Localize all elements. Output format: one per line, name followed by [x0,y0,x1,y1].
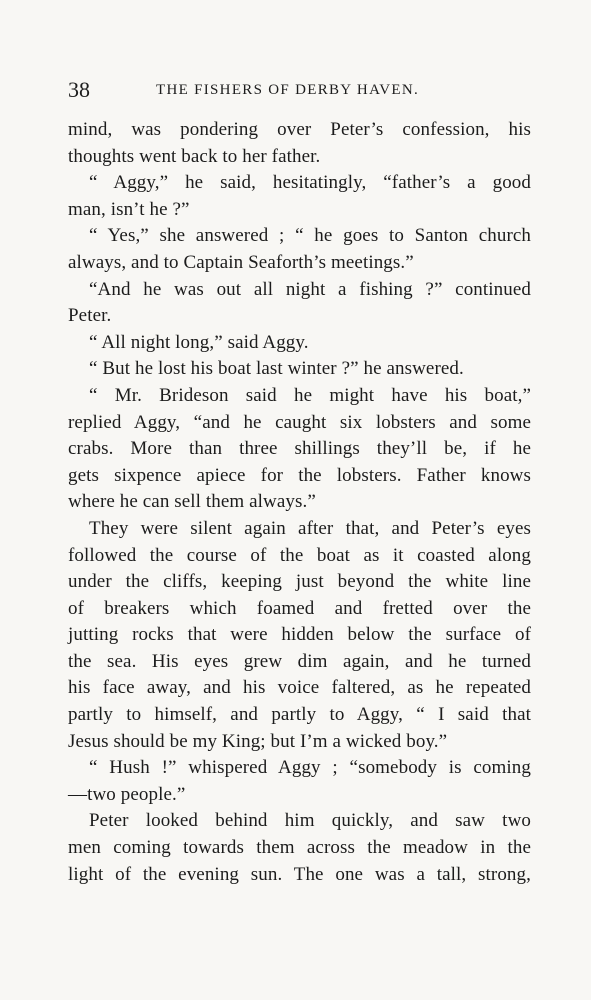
text-line: “And he was out all night a fishing ?” continued [89,278,531,300]
text-line: under the cliffs, keeping just beyond the white line [68,571,531,593]
text-line: gets sixpence apiece for the lobsters. Father knows [68,464,531,486]
text-line: men coming towards them across the meadow in the [68,837,531,859]
text-line: They were silent again after that, and Peter’s eyes [89,517,531,539]
text-line: “ Aggy,” he said, hesitatingly, “father’s a good [89,172,531,194]
text-line: thoughts went back to her father. [68,145,321,167]
text-line: Jesus should be my King; but I’m a wicked boy.” [68,730,448,752]
text-line: partly to himself, and partly to Aggy, “ I said that [68,704,531,726]
page-number: 38 [68,77,90,102]
text-line: replied Aggy, “and he caught six lobsters and some [68,411,531,433]
text-line: Peter. [68,305,112,327]
text-line: where he can sell them always.” [68,491,316,513]
text-line: the sea. His eyes grew dim again, and he turned [68,650,531,672]
text-line: his face away, and his voice faltered, as he repeated [68,677,531,699]
running-head: THE FISHERS OF DERBY HAVEN. [156,82,420,98]
body-text [68,117,531,888]
text-line: mind, was pondering over Peter’s confession, his [68,119,531,140]
text-line: crabs. More than three shillings they’ll be, if he [68,438,531,460]
text-line: “ But he lost his boat last winter ?” he answered. [89,358,464,380]
text-line: Peter looked behind him quickly, and saw two [89,810,531,832]
text-line: “ All night long,” said Aggy. [89,331,309,353]
text-line: “ Yes,” she answered ; “ he goes to Santon church [89,225,531,247]
text-line: followed the course of the boat as it coasted along [68,544,531,566]
text-line: of breakers which foamed and fretted over the [68,597,531,619]
text-line: light of the evening sun. The one was a tall, strong, [68,863,531,885]
text-line: always, and to Captain Seaforth’s meetings.” [68,251,414,273]
text-line: man, isn’t he ?” [68,198,190,220]
text-line: “ Mr. Brideson said he might have his boat,” [89,384,531,406]
text-line: —two people.” [68,783,186,805]
text-line: “ Hush !” whispered Aggy ; “somebody is coming [89,757,531,779]
page-header [68,78,528,102]
text-line: jutting rocks that were hidden below the surface of [68,624,531,646]
